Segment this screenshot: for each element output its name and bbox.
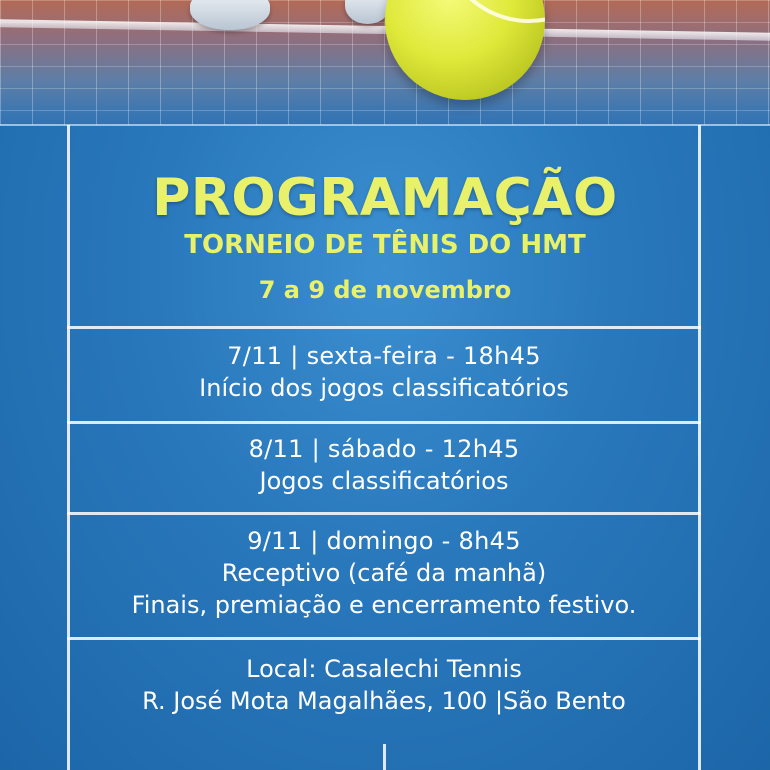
divider-2 <box>67 421 701 424</box>
location-name: Local: Casalechi Tennis <box>246 655 522 683</box>
page-title: PROGRAMAÇÃO <box>152 168 618 228</box>
event-subtitle: TORNEIO DE TÊNIS DO HMT <box>184 230 586 260</box>
schedule-day-3 <box>68 525 700 621</box>
day-3-description-1: Receptivo (café da manhã) <box>221 559 547 587</box>
divider-3 <box>67 512 701 515</box>
day-3-description-2: Finais, premiação e encerramento festivo. <box>131 591 637 619</box>
schedule-day-1 <box>68 340 700 404</box>
divider-4 <box>67 637 701 640</box>
center-mark <box>383 744 386 770</box>
location-address: R. José Mota Magalhães, 100 |São Bento <box>142 687 626 715</box>
event-dates: 7 a 9 de novembro <box>258 276 512 304</box>
day-1-description: Início dos jogos classificatórios <box>199 374 569 402</box>
court-line-top <box>0 124 770 126</box>
location-block <box>68 653 700 717</box>
day-3-heading: 9/11 | domingo - 8h45 <box>247 527 521 555</box>
schedule-day-2 <box>68 433 700 497</box>
day-2-description: Jogos classificatórios <box>259 467 509 495</box>
divider-1 <box>67 326 701 329</box>
day-1-heading: 7/11 | sexta-feira - 18h45 <box>227 342 541 370</box>
day-2-heading: 8/11 | sábado - 12h45 <box>248 435 520 463</box>
ball-seam <box>440 0 545 23</box>
tennis-photo <box>0 0 770 125</box>
